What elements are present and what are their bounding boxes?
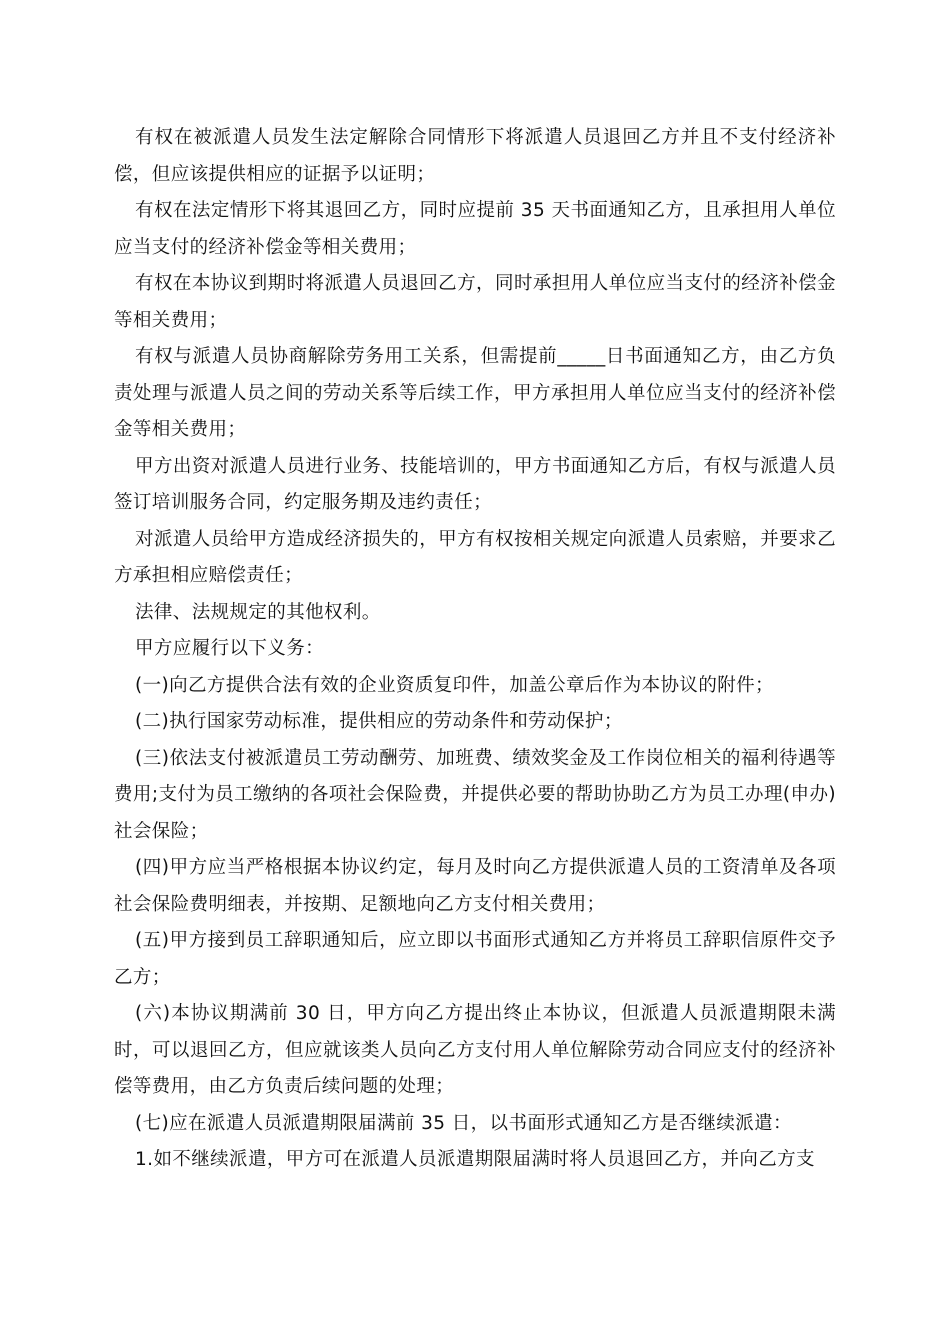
paragraph-obligation-7-item-1: 1.如不继续派遣，甲方可在派遣人员派遣期限届满时将人员退回乙方，并向乙方支 <box>135 1149 815 1170</box>
paragraph-obligation-7: (七)应在派遣人员派遣期限届满前 35 日，以书面形式通知乙方是否继续派遣： <box>135 1112 792 1134</box>
paragraph-right-6: 对派遣人员给甲方造成经济损失的，甲方有权按相关规定向派遣人员索赔，并要求乙方承担相应赔偿责任； <box>114 528 836 586</box>
paragraph-right-3: 有权在本协议到期时将派遣人员退回乙方，同时承担用人单位应当支付的经济补偿金等相关费用； <box>114 273 836 331</box>
paragraph-obligation-3: (三)依法支付被派遣员工劳动酬劳、加班费、绩效奖金及工作岗位相关的福利待遇等费用;支付为员工缴纳的各项社会保险费，并提供必要的帮助协助乙方为员工办理(申办)社会保险； <box>114 747 836 842</box>
paragraph-obligations-heading: 甲方应履行以下义务： <box>135 638 325 659</box>
paragraph-right-4: 有权与派遣人员协商解除劳务用工关系，但需提前_____日书面通知乙方，由乙方负责处理与派遣人员之间的劳动关系等后续工作，甲方承担用人单位应当支付的经济补偿金等相关费用； <box>114 346 836 440</box>
paragraph-obligation-2: (二)执行国家劳动标准，提供相应的劳动条件和劳动保护； <box>135 711 623 732</box>
paragraph-obligation-6: (六)本协议期满前 30 日，甲方向乙方提出终止本协议，但派遣人员派遣期限未满时，可以退回乙方，但应就该类人员向乙方支付用人单位解除劳动合同应支付的经济补偿等费用，由乙方负责后续问题的处理； <box>114 1003 836 1097</box>
paragraph-right-2: 有权在法定情形下将其退回乙方，同时应提前 35 天书面通知乙方，且承担用人单位应当支付的经济补偿金等相关费用； <box>114 200 836 258</box>
paragraph-right-1: 有权在被派遣人员发生法定解除合同情形下将派遣人员退回乙方并且不支付经济补偿，但应该提供相应的证据予以证明； <box>114 127 836 185</box>
paragraph-right-5: 甲方出资对派遣人员进行业务、技能培训的，甲方书面通知乙方后，有权与派遣人员签订培训服务合同，约定服务期及违约责任； <box>114 455 836 513</box>
paragraph-obligation-5: (五)甲方接到员工辞职通知后，应立即以书面形式通知乙方并将员工辞职信原件交予乙方； <box>114 930 836 988</box>
paragraph-right-7: 法律、法规规定的其他权利。 <box>135 601 381 623</box>
paragraph-obligation-4: (四)甲方应当严格根据本协议约定，每月及时向乙方提供派遣人员的工资清单及各项社会保险费明细表，并按期、足额地向乙方支付相关费用； <box>114 857 836 915</box>
paragraph-obligation-1: (一)向乙方提供合法有效的企业资质复印件，加盖公章后作为本协议的附件； <box>135 674 774 696</box>
document-body <box>114 120 836 1179</box>
